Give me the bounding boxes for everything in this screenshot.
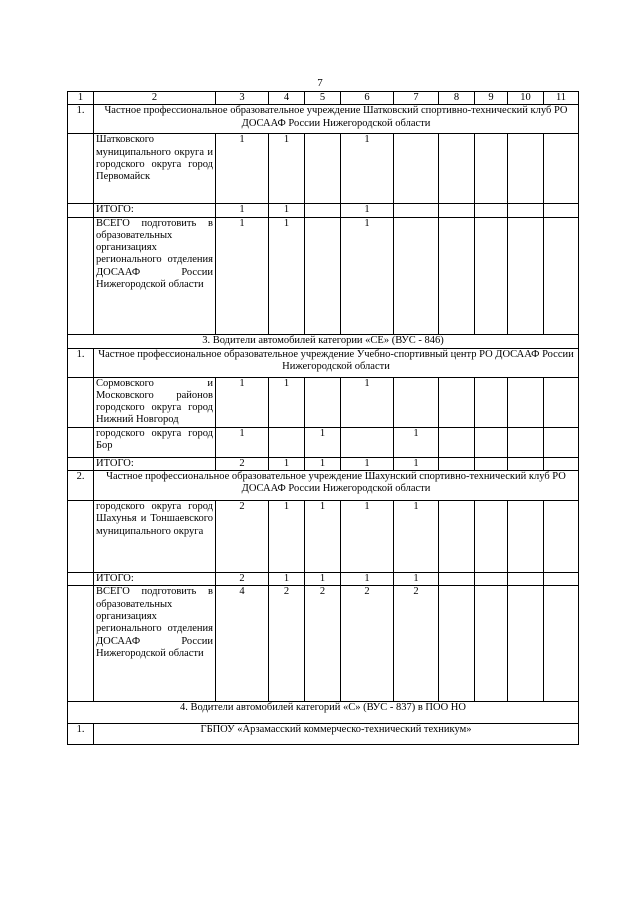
column-header: 7 — [394, 92, 439, 105]
row-number: 1. — [68, 105, 94, 134]
table-row — [68, 134, 579, 204]
value-cell — [544, 134, 579, 204]
empty-cell — [68, 427, 94, 457]
column-header: 11 — [544, 92, 579, 105]
value-cell: 1 — [269, 501, 305, 573]
value-cell: 1 — [305, 457, 341, 470]
total-label: ИТОГО: — [94, 457, 216, 470]
value-cell: 2 — [305, 586, 341, 702]
value-cell: 1 — [341, 573, 394, 586]
value-cell — [508, 217, 544, 334]
value-cell: 1 — [305, 573, 341, 586]
value-cell — [475, 217, 508, 334]
empty-cell — [68, 501, 94, 573]
value-cell: 1 — [216, 204, 269, 217]
value-cell — [508, 501, 544, 573]
organization-name: Частное профессиональное образовательное учреждение Шатковский спортивно-технический клуб РО ДОСААФ России Нижегородской области — [94, 105, 579, 134]
row-number: 1. — [68, 348, 94, 377]
value-cell: 1 — [341, 457, 394, 470]
value-cell — [544, 204, 579, 217]
empty-cell — [68, 204, 94, 217]
value-cell — [305, 204, 341, 217]
value-cell: 1 — [269, 134, 305, 204]
total-label: ИТОГО: — [94, 573, 216, 586]
value-cell — [439, 377, 475, 427]
organization-row — [68, 724, 579, 745]
value-cell — [544, 427, 579, 457]
column-header: 6 — [341, 92, 394, 105]
column-header: 4 — [269, 92, 305, 105]
value-cell: 1 — [341, 134, 394, 204]
value-cell — [341, 427, 394, 457]
empty-cell — [68, 457, 94, 470]
value-cell — [439, 501, 475, 573]
organization-row — [68, 471, 579, 501]
value-cell: 1 — [394, 427, 439, 457]
value-cell — [508, 377, 544, 427]
value-cell — [269, 427, 305, 457]
value-cell — [475, 134, 508, 204]
value-cell: 2 — [216, 457, 269, 470]
value-cell — [439, 134, 475, 204]
value-cell — [544, 377, 579, 427]
value-cell: 1 — [216, 377, 269, 427]
value-cell — [508, 427, 544, 457]
training-plan-table — [67, 91, 579, 745]
value-cell — [475, 204, 508, 217]
value-cell: 2 — [341, 586, 394, 702]
value-cell: 1 — [394, 457, 439, 470]
value-cell: 2 — [216, 501, 269, 573]
value-cell: 1 — [305, 427, 341, 457]
section-title: 4. Водители автомобилей категорий «С» (ВУС - 837) в ПОО НО — [68, 702, 579, 724]
value-cell — [475, 586, 508, 702]
district-label: Сормовского и Московского районов городского округа город Нижний Новгород — [94, 377, 216, 427]
organization-row — [68, 105, 579, 134]
value-cell — [394, 134, 439, 204]
total-row — [68, 204, 579, 217]
value-cell — [439, 204, 475, 217]
value-cell: 1 — [341, 377, 394, 427]
value-cell: 1 — [394, 501, 439, 573]
empty-cell — [68, 217, 94, 334]
column-header: 5 — [305, 92, 341, 105]
value-cell: 1 — [216, 134, 269, 204]
value-cell — [544, 586, 579, 702]
total-row — [68, 573, 579, 586]
value-cell: 2 — [216, 573, 269, 586]
value-cell: 2 — [269, 586, 305, 702]
column-header: 9 — [475, 92, 508, 105]
value-cell — [305, 377, 341, 427]
value-cell — [508, 457, 544, 470]
column-header: 2 — [94, 92, 216, 105]
value-cell — [475, 501, 508, 573]
column-header: 3 — [216, 92, 269, 105]
district-label: городского округа город Шахунья и Тоншаевского муниципального округа — [94, 501, 216, 573]
column-header: 10 — [508, 92, 544, 105]
value-cell: 1 — [341, 204, 394, 217]
organization-name: ГБПОУ «Арзамасский коммерческо-технический техникум» — [94, 724, 579, 745]
value-cell: 1 — [341, 501, 394, 573]
value-cell — [544, 457, 579, 470]
value-cell: 1 — [394, 573, 439, 586]
empty-cell — [68, 573, 94, 586]
value-cell: 1 — [305, 501, 341, 573]
value-cell — [544, 217, 579, 334]
value-cell: 1 — [269, 217, 305, 334]
value-cell — [305, 217, 341, 334]
page-number: 7 — [317, 77, 323, 89]
section-row — [68, 334, 579, 348]
value-cell: 1 — [216, 427, 269, 457]
value-cell: 1 — [269, 377, 305, 427]
column-header: 1 — [68, 92, 94, 105]
total-row — [68, 457, 579, 470]
value-cell — [394, 217, 439, 334]
total-label: ИТОГО: — [94, 204, 216, 217]
value-cell — [508, 586, 544, 702]
value-cell — [394, 204, 439, 217]
value-cell: 4 — [216, 586, 269, 702]
value-cell: 1 — [269, 204, 305, 217]
value-cell — [508, 573, 544, 586]
section-title: 3. Водители автомобилей категории «СЕ» (ВУС - 846) — [68, 334, 579, 348]
empty-cell — [68, 377, 94, 427]
district-label: ВСЕГО подготовить в образовательных организациях регионального отделения ДОСААФ России Нижегородской области — [94, 586, 216, 702]
value-cell: 2 — [394, 586, 439, 702]
value-cell: 1 — [269, 573, 305, 586]
value-cell: 1 — [341, 217, 394, 334]
value-cell — [475, 573, 508, 586]
table-row — [68, 217, 579, 334]
value-cell — [544, 501, 579, 573]
district-label: ВСЕГО подготовить в образовательных организациях регионального отделения ДОСААФ России Нижегородской области — [94, 217, 216, 334]
value-cell — [439, 457, 475, 470]
table-row — [68, 501, 579, 573]
value-cell — [508, 134, 544, 204]
district-label: городского округа город Бор — [94, 427, 216, 457]
row-number: 1. — [68, 724, 94, 745]
value-cell — [305, 134, 341, 204]
organization-name: Частное профессиональное образовательное учреждение Шахунский спортивно-технический клуб РО ДОСААФ России Нижегородской области — [94, 471, 579, 501]
value-cell — [475, 427, 508, 457]
value-cell — [544, 573, 579, 586]
value-cell — [439, 573, 475, 586]
value-cell — [439, 427, 475, 457]
district-label: Шатковского муниципального округа и городского округа город Первомайск — [94, 134, 216, 204]
value-cell — [508, 204, 544, 217]
value-cell: 1 — [269, 457, 305, 470]
column-header-row — [68, 92, 579, 105]
section-row — [68, 702, 579, 724]
value-cell — [439, 586, 475, 702]
organization-name: Частное профессиональное образовательное учреждение Учебно-спортивный центр РО ДОСААФ России Нижегородской области — [94, 348, 579, 377]
value-cell — [475, 457, 508, 470]
table-row — [68, 586, 579, 702]
column-header: 8 — [439, 92, 475, 105]
value-cell: 1 — [216, 217, 269, 334]
organization-row — [68, 348, 579, 377]
empty-cell — [68, 586, 94, 702]
table-row — [68, 377, 579, 427]
value-cell — [394, 377, 439, 427]
value-cell — [475, 377, 508, 427]
value-cell — [439, 217, 475, 334]
row-number: 2. — [68, 471, 94, 501]
table-row — [68, 427, 579, 457]
empty-cell — [68, 134, 94, 204]
